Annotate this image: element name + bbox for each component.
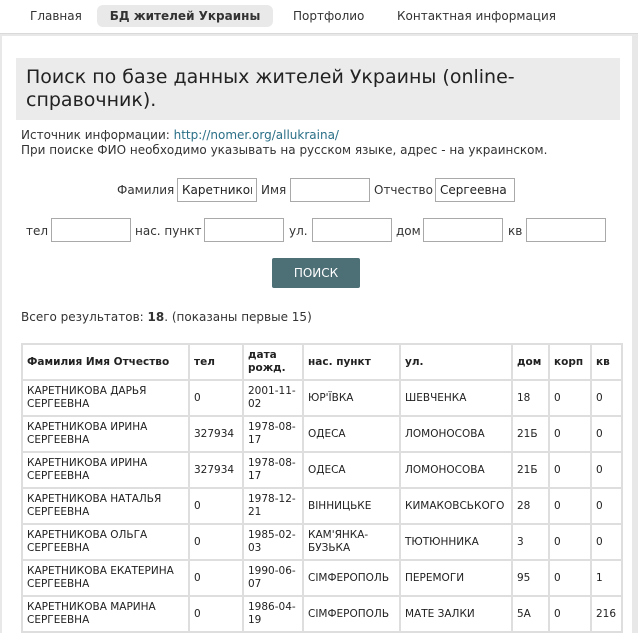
source-label: Источник информации: (21, 128, 170, 142)
table-cell: 0 (591, 452, 622, 488)
nav-ukraine-db[interactable]: БД жителей Украины (97, 5, 273, 27)
table-cell: 0 (591, 380, 622, 416)
surname-input[interactable] (177, 178, 257, 202)
results-total: 18 (147, 310, 165, 324)
column-header: нас. пункт (303, 344, 400, 380)
apartment-label: кв (508, 224, 523, 238)
table-cell: КАРЕТНИКОВА ОЛЬГА СЕРГЕЕВНА (22, 524, 189, 560)
nav-portfolio[interactable]: Портфолио (293, 9, 365, 23)
city-label: нас. пункт (135, 224, 202, 238)
table-cell: 1990-06-07 (243, 560, 303, 596)
column-header: корп (549, 344, 591, 380)
table-cell: МАТЕ ЗАЛКИ (400, 596, 512, 632)
table-row (22, 416, 622, 452)
table-cell: 3 (512, 524, 549, 560)
table-cell: 21Б (512, 452, 549, 488)
city-input[interactable] (204, 218, 284, 242)
table-row (22, 524, 622, 560)
table-cell: 21Б (512, 416, 549, 452)
table-cell: 0 (591, 416, 622, 452)
table-cell: 1985-02-03 (243, 524, 303, 560)
main-content (2, 36, 632, 633)
table-cell: КАРЕТНИКОВА ИРИНА СЕРГЕЕВНА (22, 452, 189, 488)
table-cell: 0 (549, 524, 591, 560)
table-cell: ЛОМОНОСОВА (400, 452, 512, 488)
table-cell: 1978-08-17 (243, 416, 303, 452)
table-row (22, 596, 622, 632)
table-cell: 327934 (189, 416, 243, 452)
title-box (16, 58, 620, 120)
table-cell: КАРЕТНИКОВА МАРИНА СЕРГЕЕВНА (22, 596, 189, 632)
results-table (21, 343, 623, 633)
column-header: Фамилия Имя Отчество (22, 344, 189, 380)
table-cell: КИМАКОВСЬКОГО (400, 488, 512, 524)
table-cell: ВІННИЦЬКЕ (303, 488, 400, 524)
table-cell: КАРЕТНИКОВА НАТАЛЬЯ СЕРГЕЕВНА (22, 488, 189, 524)
table-cell: 0 (549, 452, 591, 488)
results-count (21, 310, 312, 324)
table-cell: 0 (189, 380, 243, 416)
column-header: кв (591, 344, 622, 380)
table-header-row (22, 344, 622, 380)
phone-label: тел (26, 224, 49, 238)
table-cell: 95 (512, 560, 549, 596)
table-cell: 0 (549, 488, 591, 524)
table-cell: 2001-11-02 (243, 380, 303, 416)
table-row (22, 452, 622, 488)
table-row (22, 560, 622, 596)
table-cell: 0 (189, 488, 243, 524)
street-label: ул. (289, 224, 308, 238)
table-cell: ЮР'ЇВКА (303, 380, 400, 416)
name-input[interactable] (290, 178, 370, 202)
table-cell: СІМФЕРОПОЛЬ (303, 596, 400, 632)
column-header: дом (512, 344, 549, 380)
table-cell: 327934 (189, 452, 243, 488)
nav-home[interactable]: Главная (30, 9, 82, 23)
search-note: При поиске ФИО необходимо указывать на русском языке, адрес - на украинском. (21, 143, 548, 157)
table-cell: 0 (549, 416, 591, 452)
table-row (22, 380, 622, 416)
patronymic-label: Отчество (374, 183, 433, 197)
column-header: тел (189, 344, 243, 380)
table-cell: ТЮТЮННИКА (400, 524, 512, 560)
table-row (22, 488, 622, 524)
apartment-input[interactable] (526, 218, 606, 242)
surname-label: Фамилия (117, 183, 175, 197)
table-cell: ПЕРЕМОГИ (400, 560, 512, 596)
table-cell: 18 (512, 380, 549, 416)
table-cell: КАРЕТНИКОВА ДАРЬЯ СЕРГЕЕВНА (22, 380, 189, 416)
table-cell: КАМ'ЯНКА-БУЗЬКА (303, 524, 400, 560)
table-cell: 1978-12-21 (243, 488, 303, 524)
table-cell: ОДЕСА (303, 416, 400, 452)
nav-contacts[interactable]: Контактная информация (397, 9, 556, 23)
table-cell: 28 (512, 488, 549, 524)
table-cell: 0 (189, 560, 243, 596)
column-header: ул. (400, 344, 512, 380)
table-cell: ШЕВЧЕНКА (400, 380, 512, 416)
table-cell: 0 (549, 596, 591, 632)
table-cell: 0 (591, 488, 622, 524)
table-cell: СІМФЕРОПОЛЬ (303, 560, 400, 596)
table-cell: 5А (512, 596, 549, 632)
table-cell: 0 (591, 524, 622, 560)
table-cell: КАРЕТНИКОВА ИРИНА СЕРГЕЕВНА (22, 416, 189, 452)
source-info (21, 128, 547, 158)
page-title: Поиск по базе данных жителей Украины (online-справочник). (26, 66, 515, 111)
table-cell: 0 (549, 380, 591, 416)
source-link[interactable]: http://nomer.org/allukraina/ (173, 128, 339, 142)
table-cell: ЛОМОНОСОВА (400, 416, 512, 452)
table-cell: 1986-04-19 (243, 596, 303, 632)
column-header: дата рожд. (243, 344, 303, 380)
results-suffix: . (показаны первые 15) (164, 310, 312, 324)
patronymic-input[interactable] (435, 178, 515, 202)
search-button[interactable]: ПОИСК (272, 258, 360, 288)
table-cell: 0 (189, 596, 243, 632)
top-navigation (0, 0, 638, 34)
table-cell: КАРЕТНИКОВА ЕКАТЕРИНА СЕРГЕЕВНА (22, 560, 189, 596)
street-input[interactable] (312, 218, 392, 242)
table-cell: ОДЕСА (303, 452, 400, 488)
table-cell: 216 (591, 596, 622, 632)
table-cell: 1978-08-17 (243, 452, 303, 488)
table-cell: 0 (189, 524, 243, 560)
phone-input[interactable] (51, 218, 131, 242)
results-prefix: Всего результатов: (21, 310, 144, 324)
house-label: дом (396, 224, 421, 238)
table-cell: 1 (591, 560, 622, 596)
name-label: Имя (261, 183, 287, 197)
house-input[interactable] (423, 218, 503, 242)
table-cell: 0 (549, 560, 591, 596)
